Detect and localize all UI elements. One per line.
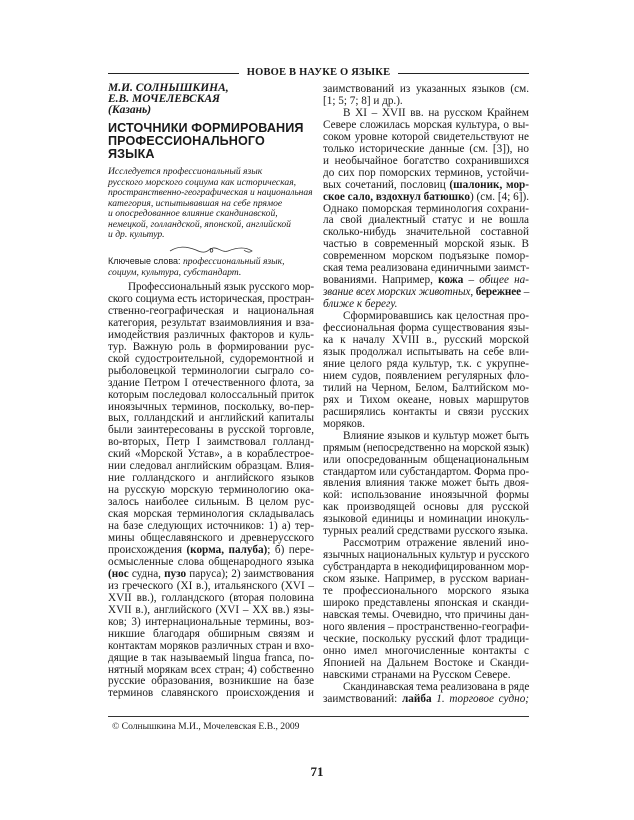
- abstract-line: и опосредованное влияние скандинавской,: [108, 208, 278, 219]
- paragraph: [323, 682, 529, 706]
- text-run: нии следовал английским образцам. Влия-: [108, 460, 314, 473]
- paragraph: [108, 282, 314, 700]
- text-run: XVII в.), английского (XVI – XX вв.) язы-: [108, 603, 314, 616]
- text-run: сколько-нибудь значительной составной: [323, 226, 529, 239]
- keywords-text: профессиональный язык,: [180, 255, 285, 267]
- author-1: М.И. СОЛНЫШКИНА,: [108, 82, 229, 94]
- bold-term: кожа: [438, 274, 464, 287]
- text-run: Скандинавская тема реализована в ряде: [343, 680, 530, 693]
- abstract-line: пространственно-географическая и национальная: [108, 187, 313, 198]
- text-run: паруса); 2) заимствования: [186, 567, 314, 580]
- text-run: навская темы. Очевидно, что причины дан-: [323, 608, 529, 621]
- text-run: ков; 3) интернациональные термины, воз-: [108, 615, 314, 628]
- text-run: явления влияния также может быть двоя-: [323, 477, 529, 490]
- title-line: ПРОФЕССИОНАЛЬНОГО ЯЗЫКА: [108, 134, 265, 161]
- paragraph: [323, 431, 529, 539]
- page-number: 71: [310, 764, 324, 779]
- text-run: языковой единицы и номинации инокуль-: [323, 513, 529, 526]
- text-run: ской судостроительной, судоремонтной и: [108, 352, 314, 365]
- text-run: из греческого (XI в.), итальянского (XVI –: [108, 579, 314, 592]
- running-header: [108, 66, 529, 80]
- text-run: ском языке. Например, в русском вариан-: [323, 573, 529, 586]
- title-line: ИСТОЧНИКИ ФОРМИРОВАНИЯ: [108, 121, 304, 135]
- text-run: фессиональная форма существования язы-: [323, 322, 529, 335]
- left-column-body: [108, 282, 314, 700]
- abstract: [108, 167, 314, 241]
- text-run: Севере сложилась морская культура, о вы-: [323, 118, 529, 131]
- text-run: дящие в так называемый lingua franca, по-: [108, 651, 314, 664]
- text-run: категория, результат взаимовлияния и вза-: [108, 316, 314, 329]
- bold-term: (нос: [108, 567, 129, 580]
- text-run: мины общеславянского и древнерусского: [108, 532, 314, 545]
- author-city: (Казань): [108, 104, 152, 116]
- article-heading: [108, 83, 314, 278]
- text-run: ние голландского и английского языков: [108, 472, 314, 485]
- copyright-note: © Солнышкина М.И., Мочелевская Е.В., 2009: [112, 721, 300, 732]
- text-run: ка к началу XVIII в., русский морской: [323, 334, 529, 347]
- text-run: имодействия различных факторов и куль-: [108, 328, 314, 341]
- text-run: терминов славянского происхождения и: [108, 687, 314, 700]
- text-run: прямым (непосредственно на морской язык): [323, 441, 529, 454]
- text-run: турных реалий средствами русского языка.: [323, 525, 529, 538]
- text-run: ного явления – пространственно-географи-: [323, 620, 529, 633]
- text-run: ская морская терминология складывалась: [108, 508, 314, 521]
- header-rule-left: [108, 73, 239, 74]
- text-run: расширялись контакты и связи русских: [323, 405, 529, 418]
- text-run: судна,: [128, 567, 165, 580]
- text-run: залось наиболее сильным. В целом рус-: [108, 496, 314, 509]
- bold-term: ское сало, вздохнул батюшко: [323, 190, 470, 203]
- authors: [108, 83, 314, 116]
- text-run: частью в современный морской язык. В: [323, 238, 529, 251]
- text-run: ственно-географическая и национальная: [108, 304, 314, 317]
- text-run: или опосредованным общенациональным: [323, 453, 529, 466]
- text-run: нием судов, появлением регулярных фло-: [323, 369, 529, 382]
- text-run: иноязычных терминов, поскольку, во-пер-: [108, 400, 314, 413]
- text-run: тур. Важную роль в формировании рус-: [108, 340, 314, 353]
- abstract-line: категория, испытывавшая на себе прямое: [108, 197, 283, 209]
- bold-term: лайба: [402, 692, 432, 705]
- text-run: как производящей основы для русской: [323, 501, 529, 514]
- paragraph: [323, 311, 529, 431]
- text-run: яние целого ряда культур, т.к. с укрупне-: [323, 357, 529, 370]
- text-run: ского социума есть историческая, простран-: [108, 292, 314, 305]
- abstract-line: немецкой, голландской, японской, английской: [108, 218, 291, 230]
- keywords-text: социум, культура, субстандарт.: [108, 266, 242, 278]
- paragraph: [323, 538, 529, 681]
- text-run: тилий на Черном, Белом, Балтийском мо-: [323, 381, 529, 394]
- text-run: [1; 5; 7; 8] и др.).: [323, 94, 403, 107]
- header-rule-right: [398, 73, 529, 74]
- bold-term: (корма, палуба): [186, 543, 268, 556]
- text-run: здание Петром I отечественного флота, за: [108, 376, 314, 389]
- text-run: Сформировавшись как целостная про-: [343, 310, 529, 323]
- italic-gloss: ближе к берегу.: [323, 298, 398, 311]
- text-run: вых, голландский и английский капиталы: [108, 412, 314, 425]
- text-run: происхождения: [108, 543, 187, 556]
- text-run: ; б) пере-: [267, 543, 314, 556]
- text-run: моряков.: [323, 417, 365, 430]
- text-run: на базе следующих источников: 1) а) тер-: [108, 520, 314, 533]
- text-run: вованиями. Например,: [323, 274, 439, 287]
- text-run: стандартом или субстандартом. Форма про-: [323, 465, 529, 478]
- abstract-line: русского морского социума как историческая,: [108, 176, 297, 188]
- text-run: соком уровне которой свидетельствуют не: [323, 130, 529, 143]
- text-run: XVII вв.), голландского (вторая половина: [108, 591, 314, 604]
- abstract-line: и др. культур.: [108, 229, 165, 240]
- text-run: на русскую морскую терминологию ока-: [108, 484, 314, 497]
- paragraph: [323, 108, 529, 311]
- text-run: никшие благодаря обширным связям и: [108, 627, 314, 640]
- text-run: которым последовал колоссальный приток: [108, 388, 314, 401]
- keywords-label: Ключевые слова:: [108, 255, 181, 266]
- text-run: язык продолжал испытывать на себе вли-: [323, 345, 529, 358]
- italic-gloss: общее на-: [479, 274, 529, 287]
- text-run: Однако поморская терминология сохрани-: [323, 202, 529, 215]
- text-run: заимствований из указанных языков (см.: [323, 83, 529, 95]
- text-run: ская тема реализована единичными заимст-: [323, 262, 530, 275]
- ornament-divider: [108, 243, 314, 255]
- italic-gloss: звание всех морских животных: [323, 286, 471, 299]
- text-run: ) (см. [4; 6]).: [469, 190, 529, 203]
- text-run: русские образования, возникшие на базе: [108, 675, 314, 688]
- bold-term: (шалоник, мор-: [449, 178, 529, 191]
- text-run: те профессионального морского языка: [323, 585, 529, 598]
- text-run: –: [463, 274, 480, 287]
- text-run: осмысленные слова общенародного языка: [108, 555, 314, 568]
- bold-term: бережнее: [475, 286, 522, 299]
- text-run: ческие, поскольку русский флот традици-: [323, 632, 529, 645]
- text-line: [323, 694, 529, 706]
- text-run: В XI – XVII вв. на русском Крайнем: [343, 106, 529, 119]
- text-run: до сих пор поморских терминов, устойчи-: [323, 166, 529, 179]
- text-line: [108, 688, 314, 700]
- text-run: ский «Морской Устав», а в кораблестрое-: [108, 448, 314, 461]
- text-run: современном морском подъязыке помор-: [323, 250, 529, 263]
- text-run: во-вторых, Петр I заимствовал голланд-: [108, 436, 314, 449]
- italic-gloss: 1. торговое судно;: [436, 692, 530, 705]
- text-run: рях и Тихом океане, новых маршрутов: [323, 393, 529, 406]
- text-run: рыболовецкой терминологии сыграло со-: [108, 364, 314, 377]
- section-title: НОВОЕ В НАУКЕ О ЯЗЫКЕ: [246, 67, 391, 78]
- text-run: заимствований:: [323, 692, 403, 705]
- text-run: ла свой диалектный статус и не вошла: [323, 214, 529, 227]
- text-run: Японией на Дальнем Востоке и Сканди-: [323, 656, 529, 669]
- text-run: вых сочетаний, пословиц: [323, 178, 450, 191]
- text-run: онно имел многочисленные контакты с: [323, 644, 529, 657]
- text-run: нятный морякам всех стран; 4) собственно: [108, 663, 314, 676]
- keywords: [108, 256, 314, 278]
- right-column-body: [323, 84, 529, 706]
- text-run: контактам моряков различных стран и вхо-: [108, 639, 314, 652]
- text-run: субстрандарта в некодифицированном мор-: [323, 561, 530, 574]
- text-run: язычных национальных культур и русского: [323, 549, 530, 562]
- text-run: навскими странами на Русском Севере.: [323, 668, 511, 681]
- article-title: [108, 122, 314, 161]
- paragraph: [323, 84, 529, 108]
- bold-term: пузо: [164, 567, 187, 580]
- text-run: ,: [470, 286, 476, 299]
- text-run: были заинтересованы в русской торговле,: [108, 424, 314, 437]
- text-run: Влияние языков и культур может быть: [343, 429, 529, 442]
- text-run: Профессиональный язык русского мор-: [128, 281, 314, 293]
- author-2: Е.В. МОЧЕЛЕВСКАЯ: [108, 93, 221, 105]
- footnote-rule: [108, 716, 529, 717]
- text-run: –: [521, 286, 530, 299]
- text-run: широко представлены японская и сканди-: [323, 596, 529, 609]
- abstract-line: Исследуется профессиональный язык: [108, 166, 263, 177]
- text-run: Рассмотрим отражение явлений ино-: [343, 537, 529, 550]
- text-run: только исторические данные (см. [3]), но: [323, 142, 529, 155]
- text-run: и необычайное богатство сохранившихся: [323, 154, 529, 167]
- text-run: кой: использование иноязычной формы: [323, 489, 529, 502]
